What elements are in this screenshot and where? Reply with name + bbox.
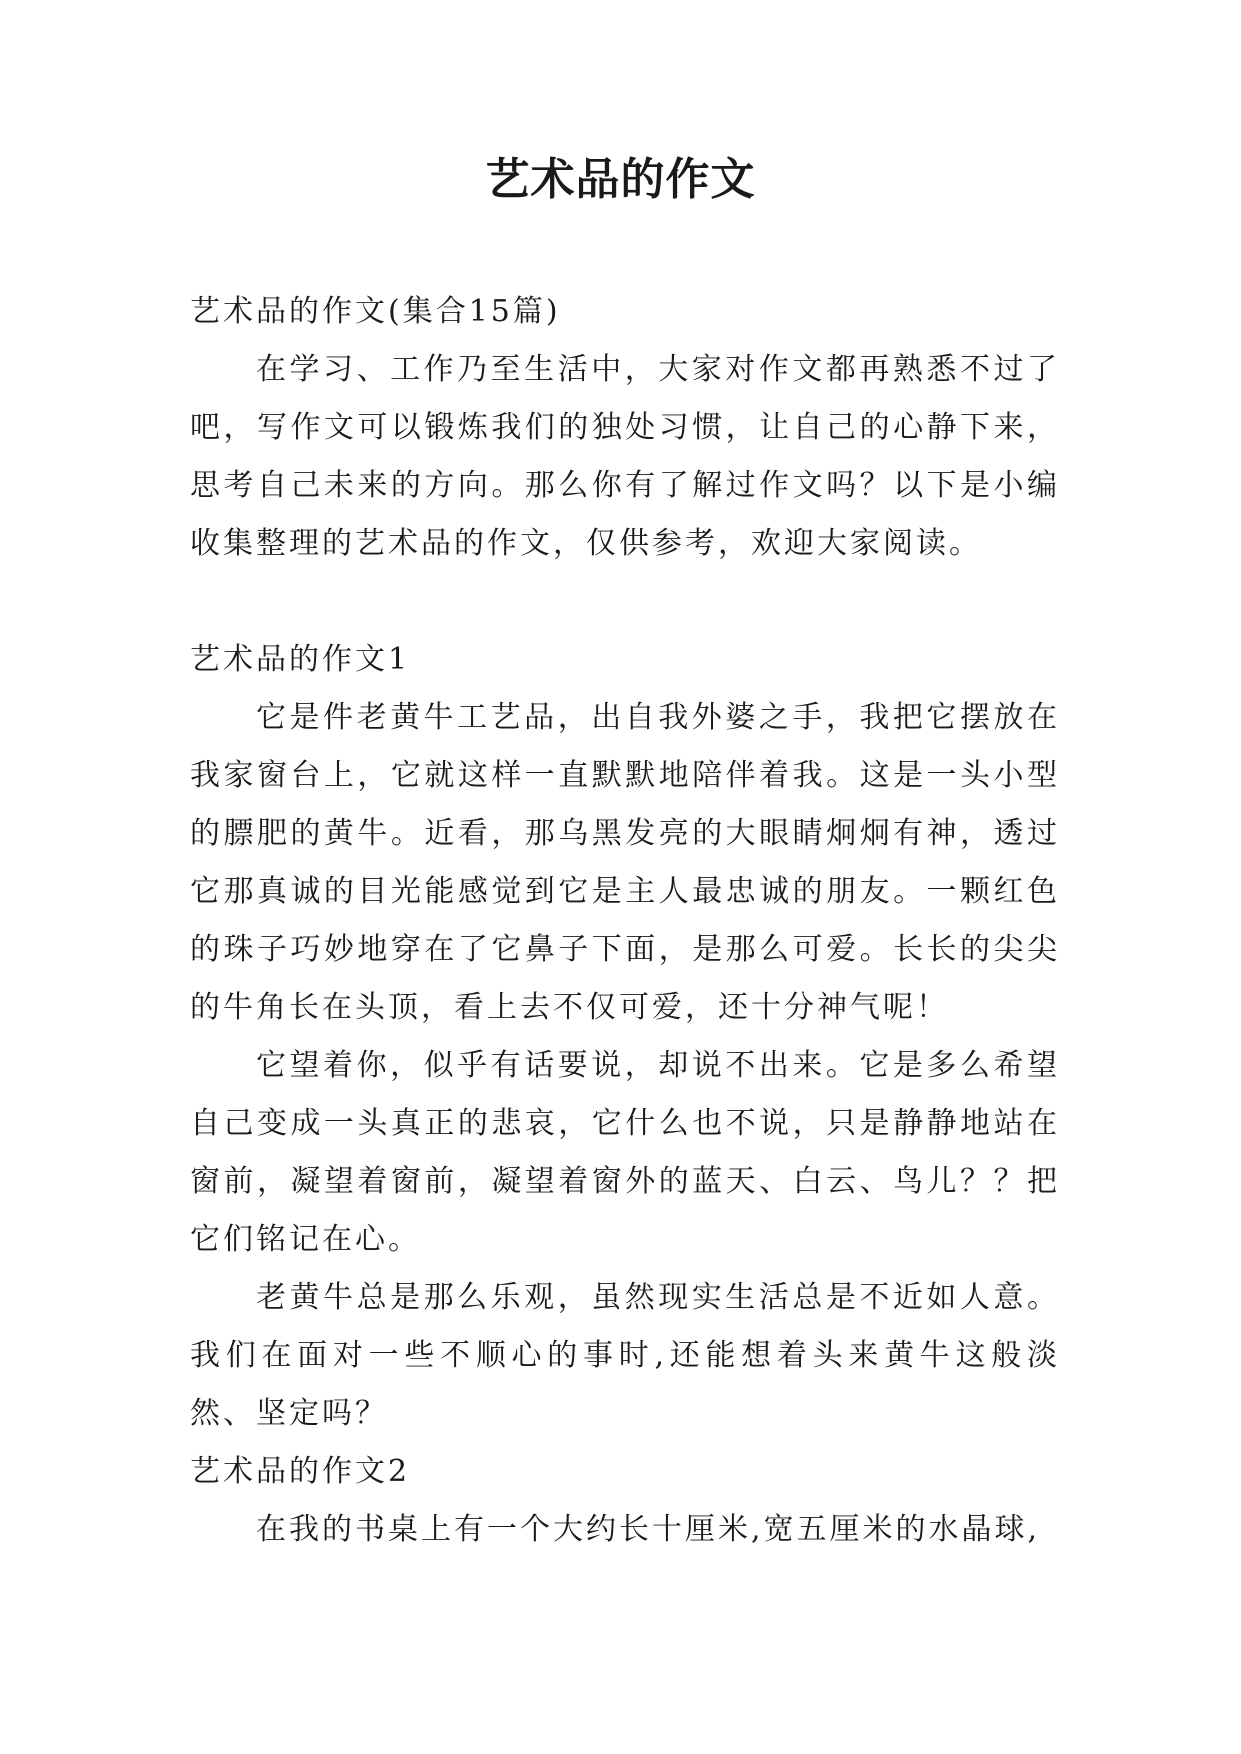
essay-2-paragraph-1: 在我的书桌上有一个大约长十厘米,宽五厘米的水晶球,: [256, 1512, 1041, 1547]
collection-heading: 艺术品的作文(集合15篇): [190, 294, 561, 329]
essay-1-paragraph-3: 老黄牛总是那么乐观，虽然现实生活总是不近如人意。我们在面对一些不顺心的事时,还能想着头来黄牛这般淡然、坚定吗？: [190, 1280, 1060, 1431]
document-body: [190, 283, 1060, 1559]
intro-paragraph: 在学习、工作乃至生活中，大家对作文都再熟悉不过了吧，写作文可以锻炼我们的独处习惯，让自己的心静下来，思考自己未来的方向。那么你有了解过作文吗？以下是小编收集整理的艺术品的作文，仅供参考，欢迎大家阅读。: [190, 352, 1060, 561]
section-spacer: [190, 573, 1060, 631]
essay-1-paragraph-2: 它望着你，似乎有话要说，却说不出来。它是多么希望自己变成一头真正的悲哀，它什么也不说，只是静静地站在窗前，凝望着窗前，凝望着窗外的蓝天、白云、鸟儿？？把它们铭记在心。: [190, 1048, 1060, 1257]
essay-1-heading: 艺术品的作文1: [190, 642, 411, 677]
document-title: 艺术品的作文: [485, 154, 756, 205]
essay-2-heading: 艺术品的作文2: [190, 1454, 411, 1489]
essay-1-paragraph-1: 它是件老黄牛工艺品，出自我外婆之手，我把它摆放在我家窗台上，它就这样一直默默地陪伴着我。这是一头小型的膘肥的黄牛。近看，那乌黑发亮的大眼睛炯炯有神，透过它那真诚的目光能感觉到它是主人最忠诚的朋友。一颗红色的珠子巧妙地穿在了它鼻子下面，是那么可爱。长长的尖尖的牛角长在头顶，看上去不仅可爱，还十分神气呢！: [190, 700, 1060, 1025]
